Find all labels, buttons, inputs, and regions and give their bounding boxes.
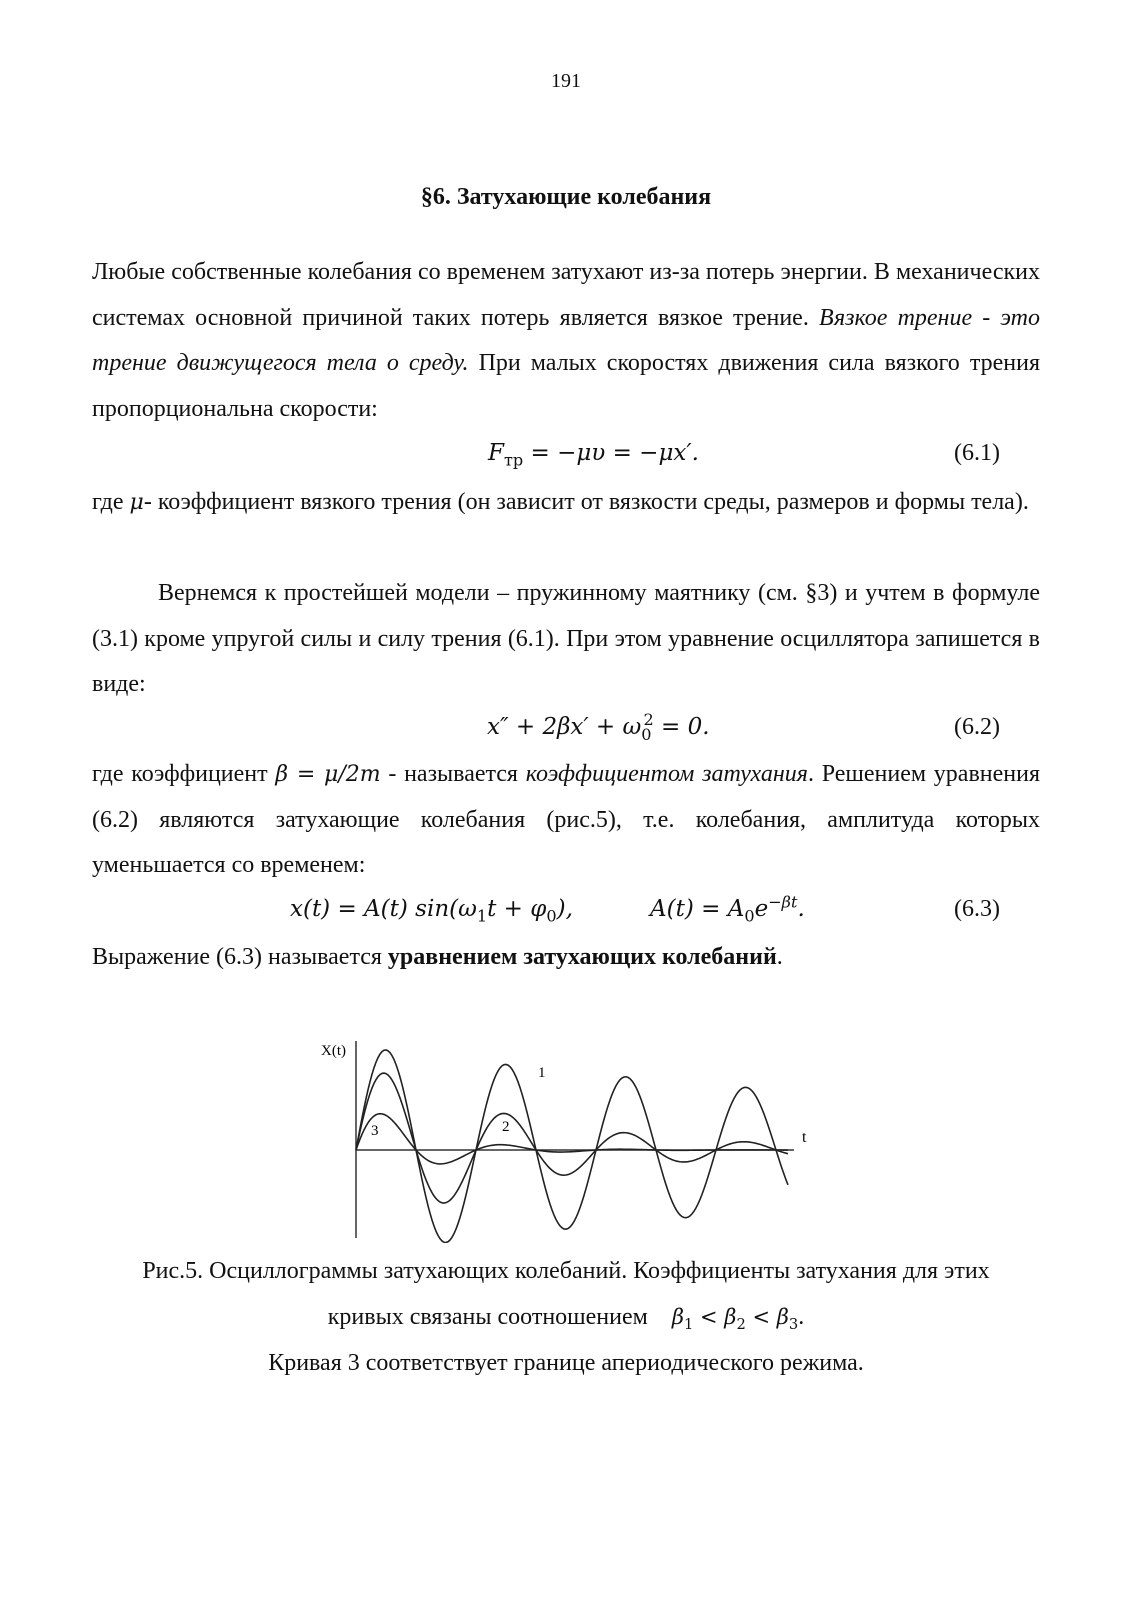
paragraph-equation-name-text-b: . bbox=[776, 944, 783, 970]
equation-6-3 bbox=[0, 892, 1132, 932]
paragraph-damping-text-b: - называется bbox=[380, 761, 526, 787]
section-heading: §6. Затухающие колебания bbox=[420, 184, 712, 210]
beta-expression: β = μ/2m bbox=[275, 762, 381, 787]
oscillogram-plot bbox=[316, 1033, 816, 1243]
x-axis-label: t bbox=[802, 1129, 807, 1146]
equation-6-3-amplitude: $A(t) = A_0e^{-\beta t}$. bbox=[650, 892, 805, 926]
viscous-friction-definition: Вязкое трение - это трение движущегося тела о среду. bbox=[92, 304, 1040, 376]
equation-6-1-expression: $F_{тр} = -\mu\upsilon = -\mu x'$. bbox=[488, 440, 699, 470]
curve-3 bbox=[356, 1114, 788, 1164]
equation-6-3-number: (6.3) bbox=[954, 896, 1000, 922]
curve-2-label: 2 bbox=[502, 1119, 510, 1135]
paragraph-damping-text-a: где коэффициент bbox=[92, 761, 276, 787]
curve-1-label: 1 bbox=[538, 1065, 546, 1081]
paragraph-mu-text-a: где bbox=[92, 489, 130, 515]
paragraph-intro bbox=[92, 250, 1040, 432]
paragraph-pendulum: Вернемся к простейшей модели – пружинному маятнику (см. §3) и учтем в формуле (3.1) кроме упругой силы и силу трения (6.1). При этом уравнение осциллятора запишется в виде: bbox=[92, 580, 1040, 697]
equation-6-1-number: (6.1) bbox=[954, 440, 1000, 466]
paragraph-equation-name-text-a: Выражение (6.3) называется bbox=[92, 944, 388, 970]
beta-relation: $\beta_1 < \beta_2 < \beta_3$ bbox=[671, 1305, 799, 1334]
y-axis-label: X(t) bbox=[321, 1043, 346, 1059]
oscillogram-figure bbox=[316, 1033, 816, 1243]
equation-6-2-expression: $x'' + 2\beta x' + \omega_0^2 = 0$. bbox=[487, 710, 710, 744]
paragraph-equation-name bbox=[92, 935, 1040, 981]
damping-coefficient-term: коэффициентом затухания bbox=[525, 761, 808, 787]
curve-2 bbox=[356, 1073, 788, 1203]
figure-caption-line-1: Рис.5. Осциллограммы затухающих колебаний. Коэффициенты затухания для этих bbox=[142, 1258, 990, 1284]
paragraph-mu-definition bbox=[92, 480, 1040, 526]
equation-6-2-number: (6.2) bbox=[954, 714, 1000, 740]
figure-caption-line-2: кривых связаны соотношением $\beta_1 < \beta_2 < \beta_3$. bbox=[327, 1304, 805, 1334]
paragraph-intro-text-b: При малых скоростях движения сила вязкого трения пропорциональна скорости: bbox=[92, 350, 1040, 422]
curve-3-label: 3 bbox=[371, 1123, 379, 1139]
paragraph-mu-text-b: - коэффициент вязкого трения (он зависит от вязкости среды, размеров и формы тела). bbox=[143, 489, 1029, 515]
equation-6-2 bbox=[0, 710, 1132, 750]
page-number: 191 bbox=[551, 70, 581, 92]
equation-6-1 bbox=[0, 436, 1132, 476]
mu-symbol: μ bbox=[129, 490, 144, 515]
paragraph-intro-text-a: Любые собственные колебания со временем затухают из-за потерь энергии. В механических системах основной причиной таких потерь является вязкое трение. bbox=[92, 259, 1040, 331]
figure-caption-line-2-text: кривых связаны соотношением bbox=[327, 1304, 648, 1330]
damped-oscillation-equation-term: уравнением затухающих колебаний bbox=[387, 944, 777, 970]
paragraph-damping-text-c: . Решением уравнения (6.2) являются затухающие колебания (рис.5), т.е. колебания, амплитуда которых уменьшается со временем: bbox=[92, 761, 1040, 878]
figure-caption-line-3: Кривая 3 соответствует границе апериодического режима. bbox=[268, 1350, 864, 1376]
equation-6-3-expression: x(t) = A(t) $\sin(\omega_1t + \varphi_0)$, bbox=[290, 896, 573, 926]
paragraph-damping-coefficient bbox=[92, 752, 1040, 889]
